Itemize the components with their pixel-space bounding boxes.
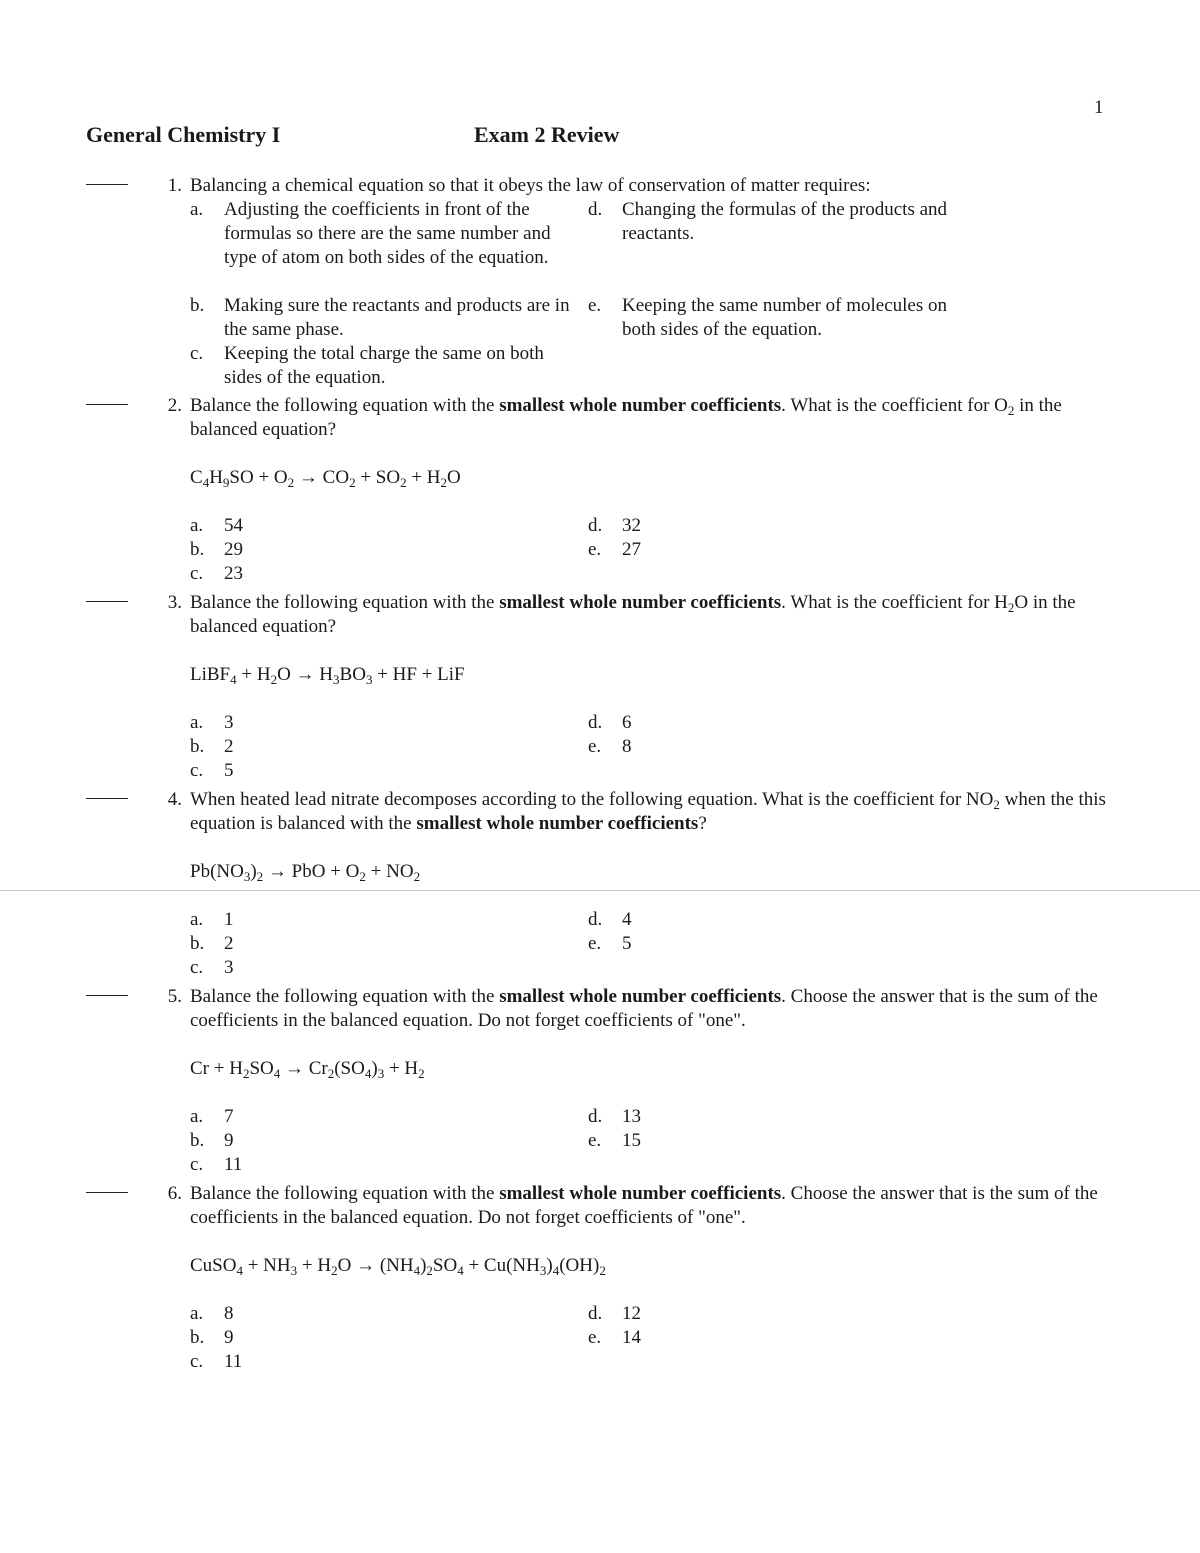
choice-e: e. 15 [588, 1130, 641, 1151]
choice-a: a. 54 [190, 515, 243, 536]
question-1: 1. Balancing a chemical equation so that it obeys the law of conservation of matter requires: a. Adjusting the coefficients in front of the formulas so there are the same number and type of atom on both sides of the equation. b. Making sure the reactants and products are in the same phase. c. Keeping the total charge the same on both sides of the equation. d. Changing the formulas of the products and reactants. e. Keeping the same number of molecules on both sides of the equation. [86, 174, 1116, 389]
choices [190, 1302, 1090, 1374]
question-text: Balance the following equation with the smallest whole number coefficients. Choose the answer that is the sum of the coefficients in the balanced equation. Do not forget coefficients of "one". [190, 1183, 1098, 1228]
choice-d: d. 32 [588, 515, 641, 536]
choice-d: d. 4 [588, 909, 632, 930]
choice-c: c. 11 [190, 1351, 243, 1372]
choice-e: e. 27 [588, 539, 641, 560]
question-3 [86, 591, 1116, 786]
question-4 [86, 788, 1116, 983]
choice-c: c. 23 [190, 563, 243, 584]
choice-b: b. 9 [190, 1130, 234, 1151]
question-5 [86, 985, 1116, 1180]
page-number: 1 [1094, 97, 1104, 118]
question-number: 3. [167, 592, 182, 613]
answer-blank[interactable] [86, 404, 128, 405]
arrow-icon: → [284, 1058, 304, 1079]
question-text: Balance the following equation with the smallest whole number coefficients. Choose the answer that is the sum of the coefficients in the balanced equation. Do not forget coefficients of "one". [190, 986, 1098, 1031]
choice-a: a. 8 [190, 1303, 234, 1324]
question-number: 2. [167, 395, 182, 416]
question-6 [86, 1182, 1116, 1377]
exam-title: Exam 2 Review [474, 122, 620, 147]
course-title: General Chemistry I [86, 122, 281, 147]
choice-b: b. 2 [190, 933, 234, 954]
choice-c: c. 5 [190, 760, 234, 781]
question-number: 5. [167, 986, 182, 1007]
answer-blank[interactable] [86, 798, 128, 799]
arrow-icon: → [356, 1255, 376, 1276]
answer-blank[interactable] [86, 601, 128, 602]
choice-e: e. 14 [588, 1327, 641, 1348]
choice-d: d. 12 [588, 1303, 641, 1324]
choices [190, 1105, 1090, 1177]
choice-b: b. 2 [190, 736, 234, 757]
choice-a: a. 1 [190, 909, 234, 930]
choice-e: e. 5 [588, 933, 632, 954]
answer-blank[interactable] [86, 1192, 128, 1193]
choices [190, 908, 1090, 980]
choice-d: d. 6 [588, 712, 632, 733]
choice-a: a. 3 [190, 712, 234, 733]
question-number: 6. [167, 1183, 182, 1204]
choice-b: b. 29 [190, 539, 243, 560]
chemical-equation: CuSO$_4$ + $NH_3 + H_2O \to (NH_4)_2SO_4 + Cu(NH_3)_4(OH)_2$ [190, 1255, 606, 1278]
choice-c: c. 11 [190, 1154, 243, 1175]
question-2 [86, 394, 1116, 589]
scan-line-divider [0, 890, 1200, 891]
choice-b: b. 9 [190, 1327, 234, 1348]
question-text: Balance the following equation with the smallest whole number coefficients. What is the coefficient for $O_2$ in the balanced equation? [190, 395, 1062, 440]
choice-d: d. 13 [588, 1106, 641, 1127]
question-number: 1. [167, 175, 182, 196]
answer-blank[interactable] [86, 995, 128, 996]
chemical-equation: $Pb(NO_3)_2$ → PbO + $O_2 + NO_2$ [190, 861, 421, 884]
answer-blank[interactable] [86, 184, 128, 185]
choices [190, 514, 1090, 586]
question-number: 4. [167, 789, 182, 810]
question-text: Balancing a chemical equation so that it obeys the law of conservation of matter requires: [190, 175, 871, 196]
arrow-icon: → [295, 664, 315, 685]
chemical-equation: $Cr + H_2SO_4 \to Cr_2(SO_4)_3 + H_2$ [190, 1058, 425, 1081]
arrow-icon: → [267, 861, 287, 882]
choice-a: a. 7 [190, 1106, 234, 1127]
chemical-equation: LiBF$_4$ + $H_2O \to H_3BO_3$ + HF + LiF [190, 664, 465, 687]
question-text: Balance the following equation with the smallest whole number coefficients. What is the coefficient for $H_2O$ in the balanced equation? [190, 592, 1076, 637]
choice-c: c. 3 [190, 957, 234, 978]
choices [190, 711, 1090, 783]
arrow-icon: → [298, 467, 318, 488]
choice-e: e. 8 [588, 736, 632, 757]
chemical-equation: $C_4H_9SO + O_2 \to CO_2 + SO_2 + H_2O$ [190, 467, 461, 490]
question-text: When heated lead nitrate decomposes according to the following equation. What is the coefficient for $NO_2$ when the this equation is balanced with the smallest whole number coefficients? [190, 789, 1106, 834]
